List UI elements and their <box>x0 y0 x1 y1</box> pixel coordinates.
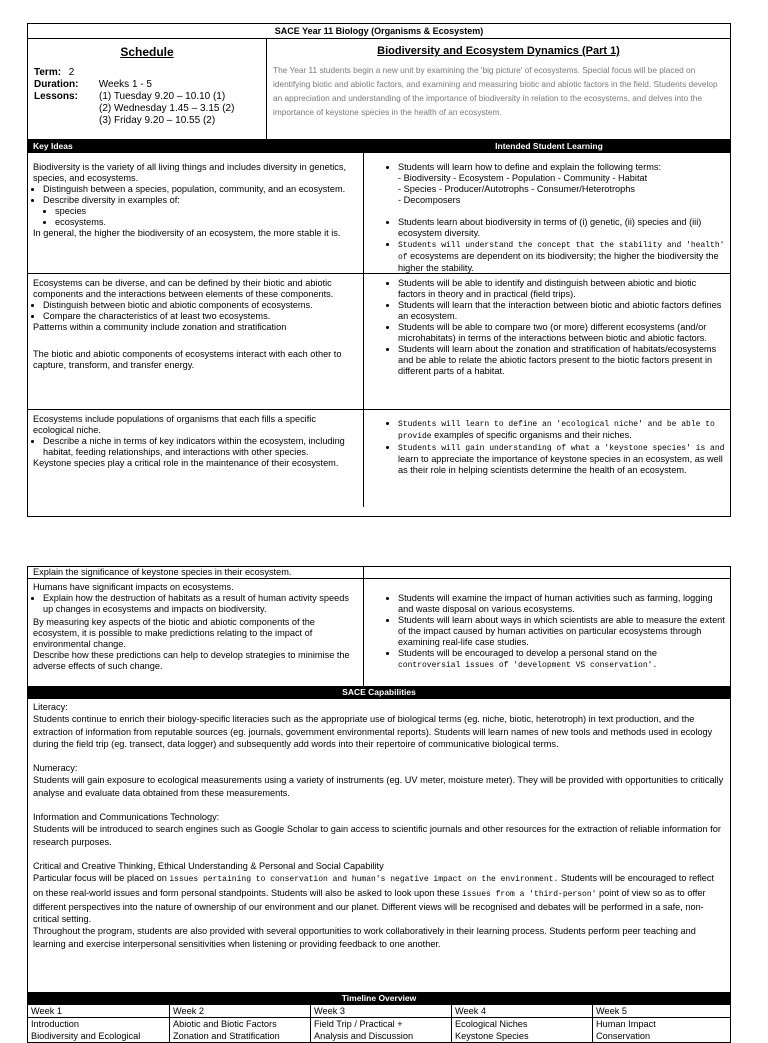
learning-bullet <box>398 239 725 274</box>
learning-text: Students will understand the concept that the stability and 'health' of <box>398 241 725 262</box>
header-section <box>28 39 730 140</box>
term-list: - Species - Producer/Autotrophs - Consumer/Heterotrophs <box>398 184 635 194</box>
key-idea-text: Explain the significance of keystone species in their ecosystem. <box>33 567 292 577</box>
critical-text-emphasis: issues pertaining to conservation and human's negative impact on the environment. <box>169 875 559 885</box>
learning-text: Students will learn how to define and explain the following terms: <box>398 162 662 172</box>
learning-bullet: • Students learn about biodiversity in terms of (i) genetic, (ii) species and (iii) ecosystem diversity. <box>398 217 725 239</box>
key-idea-text: Humans have significant impacts on ecosystems. <box>33 582 234 592</box>
key-ideas-cell <box>28 153 364 273</box>
topic-line: Human Impact <box>596 1019 656 1029</box>
term-label: Term: <box>34 67 62 78</box>
content-row-ecosystems <box>28 273 730 409</box>
capabilities-header: SACE Capabilities <box>342 687 416 697</box>
term-line <box>34 67 260 79</box>
learning-bullet: • Students will be able to compare two (or more) different ecosystems (and/or microhabitats) in terms of the interactions between biotic and abiotic factors. <box>398 322 725 344</box>
schedule-heading: Schedule <box>120 45 174 59</box>
key-idea-text: Patterns within a community include zonation and stratification <box>33 322 287 332</box>
timeline-topic-row <box>28 1018 731 1043</box>
learning-bullet: • Students will learn about the zonation and stratification of habitats/ecosystems and be able to relate the abiotic factors present to the biotic factors present in different parts of a habitat. <box>398 344 725 377</box>
key-idea-text: Ecosystems can be diverse, and can be defined by their biotic and abiotic components and the interactions between elements of these components. <box>33 278 334 299</box>
literacy-heading: Literacy: <box>33 702 68 712</box>
unit-overview-panel <box>267 39 730 139</box>
literacy-text: Students continue to enrich their biology-specific literacies such as the appropriate use of biological terms (eg. niche, biotic, heterotroph) in text production, and the extraction of information from reputable sources (eg. journals, government environmental reports). Students will learn names of new tools and methods used in ecology during the field trip (eg. transect, data logger) and subsequently add words into their repertoire of communicative biological terms. <box>33 714 713 749</box>
topic-line: Zonation and Stratification <box>173 1031 280 1041</box>
learning-text: Students will be encouraged to develop a personal stand on the <box>398 648 657 658</box>
duration-label: Duration: <box>34 79 79 90</box>
learning-text: examples of specific organisms and their niches. <box>434 430 632 440</box>
week-cell: Week 3 <box>311 1005 452 1018</box>
lessons-block <box>34 91 260 127</box>
learning-bullet <box>398 162 725 206</box>
learning-bullet: • Students will learn that the interaction between biotic and abiotic factors defines an ecosystem. <box>398 300 725 322</box>
critical-text-part: point of view so as to offer different perspectives into the nature of ownership of our environment and our planet. Different views will be recognised and debates will be performed in a safe, non-critical setting. <box>33 887 706 925</box>
ict-heading: Information and Communications Technology: <box>33 812 220 823</box>
week-cell: Week 4 <box>452 1005 593 1018</box>
learning-bullet <box>398 418 725 442</box>
learning-text: Students will gain understanding of what a 'keystone species' is and <box>398 444 725 453</box>
topic-cell <box>28 1018 170 1043</box>
unit-heading: Biodiversity and Ecosystem Dynamics (Part 1) <box>377 45 620 57</box>
key-idea-bullet: • Describe a niche in terms of key indicators within the ecosystem, including habitat, feeding relationships, and interactions with other species. <box>43 436 358 458</box>
numeracy-text: Students will gain exposure to ecological measurements using a variety of instruments (eg. UV meter, moisture meter). They will be provided with opportunities to critically analyse and evaluate data obtained from these measurements. <box>33 775 724 798</box>
key-idea-text: Ecosystems include populations of organisms that each fills a specific ecological niche. <box>33 414 316 435</box>
lesson-item: (3) Friday 9.20 – 10.55 (2) <box>99 115 216 126</box>
learning-bullet: • Students will examine the impact of human activities such as farming, logging and waste disposal on various ecosystems. <box>398 593 725 615</box>
learning-cell <box>364 410 730 507</box>
key-idea-text: Biodiversity is the variety of all living things and includes diversity in genetics, species, and ecosystems. <box>33 162 347 183</box>
term-list: - Decomposers <box>398 195 461 205</box>
key-idea-subbullet: • species <box>55 206 358 217</box>
critical-text-emphasis: issues from a 'third-person' <box>462 889 597 899</box>
duration-line <box>34 79 260 91</box>
capabilities-header-bar <box>28 686 730 699</box>
learning-text: controversial issues of 'development VS conservation'. <box>398 661 658 670</box>
learning-cell <box>364 274 730 409</box>
key-idea-bullet: • Explain how the destruction of habitats as a result of human activity speeds up changes in ecosystems and impacts on biodiversity. <box>43 593 358 615</box>
topic-line: Analysis and Discussion <box>314 1031 414 1041</box>
duration-value: Weeks 1 - 5 <box>98 79 152 90</box>
topic-cell <box>593 1018 731 1043</box>
topic-line: Abiotic and Biotic Factors <box>173 1019 277 1029</box>
document-page-2 <box>27 566 731 1041</box>
topic-cell <box>311 1018 452 1043</box>
topic-cell <box>452 1018 593 1043</box>
term-value: 2 <box>68 67 75 78</box>
content-row-keystone <box>28 567 730 578</box>
content-row-human-impact <box>28 578 730 686</box>
key-idea-bullet: • Distinguish between a species, population, community, and an ecosystem. <box>43 184 358 195</box>
key-ideas-header: Key Ideas <box>33 141 73 151</box>
timeline-header: Timeline Overview <box>28 993 731 1005</box>
key-idea-text: Keystone species play a critical role in the maintenance of their ecosystem. <box>33 458 339 468</box>
learning-cell <box>364 567 730 578</box>
critical-text-part: Particular focus will be placed on <box>33 873 167 884</box>
learning-bullet: • Students will be able to identify and distinguish between abiotic and biotic factors in theory and in practical (field trips). <box>398 278 725 300</box>
topic-line: Field Trip / Practical + <box>314 1019 403 1029</box>
key-idea-bullet: • Compare the characteristics of at least two ecosystems. <box>43 311 358 322</box>
lesson-item: (1) Tuesday 9.20 – 10.10 (1) <box>99 91 226 102</box>
learning-header: Intended Student Learning <box>495 141 603 151</box>
timeline-week-row <box>28 1005 731 1018</box>
week-cell: Week 5 <box>593 1005 731 1018</box>
document-title: SACE Year 11 Biology (Organisms & Ecosystem) <box>28 24 730 39</box>
key-ideas-cell <box>28 410 364 507</box>
topic-line: Conservation <box>596 1031 651 1041</box>
numeracy-heading: Numeracy: <box>33 763 78 774</box>
critical-thinking-heading: Critical and Creative Thinking, Ethical Understanding & Personal and Social Capability <box>33 860 384 871</box>
collaboration-text: Throughout the program, students are also provided with several opportunities to work collaboratively in their learning process. Students perform peer teaching and learning and exercise interpersonal sensitivities when listening or providing feedback to one another. <box>33 926 696 949</box>
key-idea-text: Describe how these predictions can help to develop strategies to minimise the adverse effects of such change. <box>33 650 350 671</box>
key-idea-text: The biotic and abiotic components of ecosystems interact with each other to capture, transform, and transfer energy. <box>33 349 342 370</box>
topic-line: Biodiversity and Ecological <box>31 1031 141 1041</box>
lesson-item: (2) Wednesday 1.45 – 3.15 (2) <box>99 103 235 114</box>
content-row-niches <box>28 409 730 507</box>
week-cell: Week 1 <box>28 1005 170 1018</box>
unit-description: The Year 11 students begin a new unit by examining the 'big picture' of ecosystems. Special focus will be placed on identifying biotic and abiotic factors, and examining and measuring biotic and abiotic factors in the field. Students develop an appreciation and understanding of the importance of biodiversity in relation to the ecosystems, and delves into the importance of keystone species in the health of an ecosystem. <box>273 65 718 117</box>
topic-cell <box>170 1018 311 1043</box>
schedule-panel <box>28 39 267 139</box>
learning-cell <box>364 579 730 686</box>
learning-bullet <box>398 648 725 671</box>
key-idea-bullet: • Describe diversity in examples of: <box>43 195 358 206</box>
topic-line: Ecological Niches <box>455 1019 528 1029</box>
lessons-label: Lessons: <box>34 91 78 102</box>
capabilities-section <box>28 699 730 952</box>
learning-bullet: • Students will learn about ways in which scientists are able to measure the extent of the impact caused by human activities on particular ecosystems through examining real-life case studies. <box>398 615 725 648</box>
timeline-table <box>27 992 731 1043</box>
document-page-1 <box>27 23 731 517</box>
critical-thinking-text <box>33 872 725 925</box>
week-cell: Week 2 <box>170 1005 311 1018</box>
term-list: - Biodiversity - Ecosystem - Population - Community - Habitat <box>398 173 648 183</box>
key-idea-bullet: • Distinguish between biotic and abiotic components of ecosystems. <box>43 300 358 311</box>
key-idea-subbullet: • ecosystems. <box>55 217 358 228</box>
key-idea-text: In general, the higher the biodiversity of an ecosystem, the more stable it is. <box>33 228 341 238</box>
key-ideas-cell <box>28 274 364 409</box>
key-idea-text: By measuring key aspects of the biotic and abiotic components of the ecosystem, it is possible to make predictions relating to the impact of environmental change. <box>33 617 315 649</box>
key-ideas-cell <box>28 579 364 686</box>
ict-text: Students will be introduced to search engines such as Google Scholar to gain access to scientific journals and other resources for the extraction of reliable information for research purposes. <box>33 824 721 847</box>
critical-text-part: Students will be encouraged to reflect on these real-world issues and form personal standpoints. Students will also be asked to look upon these <box>33 873 715 898</box>
learning-cell <box>364 153 730 273</box>
key-ideas-cell <box>28 567 364 578</box>
topic-line: Keystone Species <box>455 1031 529 1041</box>
column-header-bar <box>28 140 730 153</box>
topic-line: Introduction <box>31 1019 80 1029</box>
learning-text: ecosystems are dependent on its biodiversity; the higher the biodiversity the higher the stability. <box>398 251 719 273</box>
learning-bullet <box>398 442 725 476</box>
learning-text: Students will learn to define an 'ecological niche' and be able to provide <box>398 420 715 441</box>
content-row-biodiversity <box>28 153 730 273</box>
learning-text: learn to appreciate the importance of keystone species in an ecosystem, as well as their role in helping scientists determine the health of an ecosystem. <box>398 454 723 475</box>
